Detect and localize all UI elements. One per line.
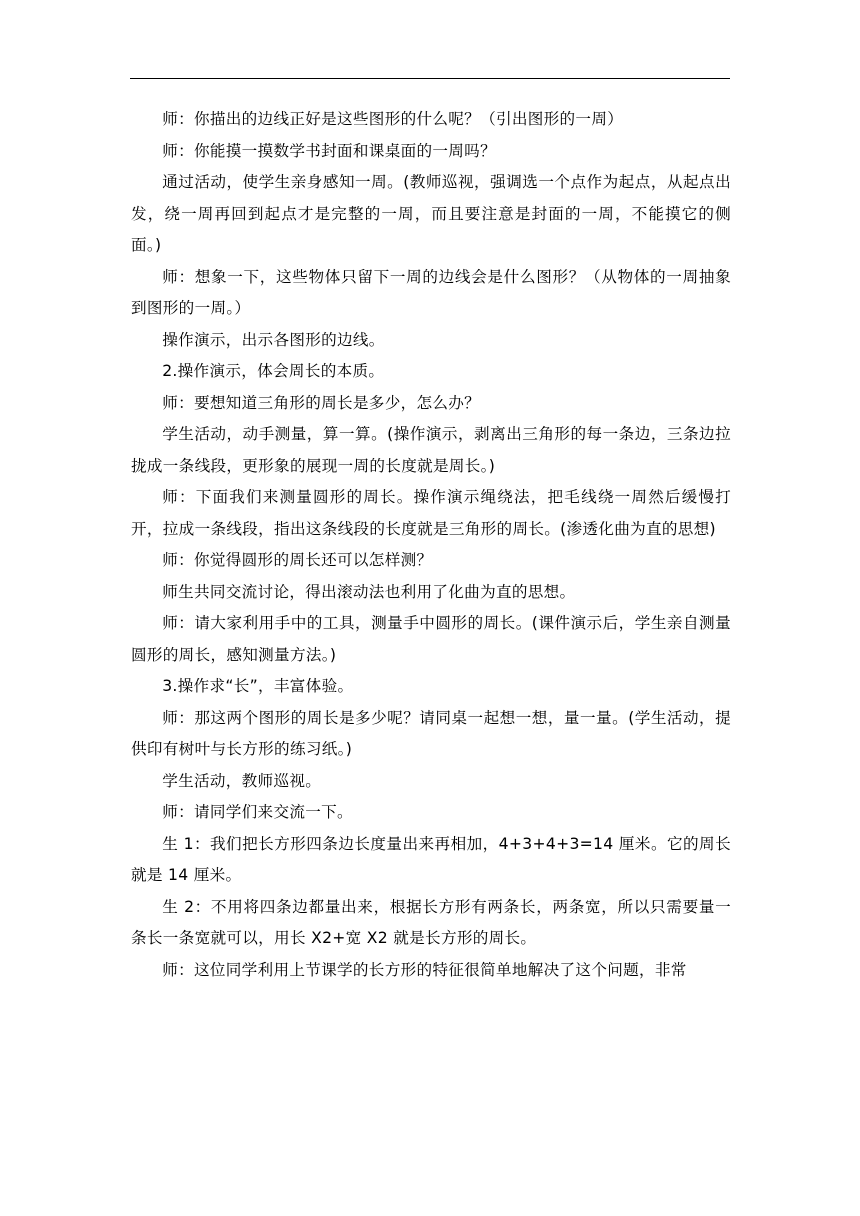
paragraph: 师：请大家利用手中的工具，测量手中圆形的周长。(课件演示后，学生亲自测量圆形的周长，感知测量方法。) [131, 614, 731, 664]
paragraph: 操作演示，出示各图形的边线。 [162, 330, 385, 349]
header-rule [130, 78, 730, 79]
document-body [131, 104, 731, 986]
paragraph: 学生活动，教师巡视。 [162, 771, 322, 790]
paragraph: 师：你描出的边线正好是这些图形的什么呢？（引出图形的一周） [162, 110, 624, 128]
paragraph: 师：这位同学利用上节课学的长方形的特征很简单地解决了这个问题，非常 [162, 960, 687, 979]
paragraph: 师：那这两个图形的周长是多少呢？请同桌一起想一想，量一量。(学生活动，提供印有树叶与长方形的练习纸。) [131, 708, 731, 758]
section-heading: 2.操作演示，体会周长的本质。 [162, 362, 385, 380]
paragraph: 师：你能摸一摸数学书封面和课桌面的一周吗？ [162, 141, 496, 160]
paragraph: 师：想象一下，这些物体只留下一周的边线会是什么图形？（从物体的一周抽象到图形的一周。） [131, 267, 731, 317]
paragraph: 通过活动，使学生亲身感知一周。(教师巡视，强调选一个点作为起点，从起点出发，绕一周再回到起点才是完整的一周，而且要注意是封面的一周，不能摸它的侧面。) [131, 173, 731, 254]
paragraph: 师生共同交流讨论，得出滚动法也利用了化曲为直的思想。 [162, 582, 576, 601]
paragraph: 学生活动，动手测量，算一算。(操作演示，剥离出三角形的每一条边，三条边拉拢成一条线段，更形象的展现一周的长度就是周长。) [131, 425, 731, 475]
paragraph: 生 2：不用将四条边都量出来，根据长方形有两条长，两条宽，所以只需要量一条长一条宽就可以，用长 X2+宽 X2 就是长方形的周长。 [131, 897, 731, 947]
section-heading: 3.操作求“长”，丰富体验。 [162, 677, 354, 695]
paragraph: 师：你觉得圆形的周长还可以怎样测？ [162, 551, 433, 569]
paragraph: 师：要想知道三角形的周长是多少，怎么办？ [162, 393, 481, 412]
paragraph: 师：请同学们来交流一下。 [162, 803, 353, 821]
paragraph: 师：下面我们来测量圆形的周长。操作演示绳绕法，把毛线绕一周然后缓慢打开，拉成一条线段，指出这条线段的长度就是三角形的周长。(渗透化曲为直的思想) [131, 488, 731, 538]
paragraph: 生 1：我们把长方形四条边长度量出来再相加，4+3+4+3=14 厘米。它的周长就是 14 厘米。 [131, 834, 731, 884]
